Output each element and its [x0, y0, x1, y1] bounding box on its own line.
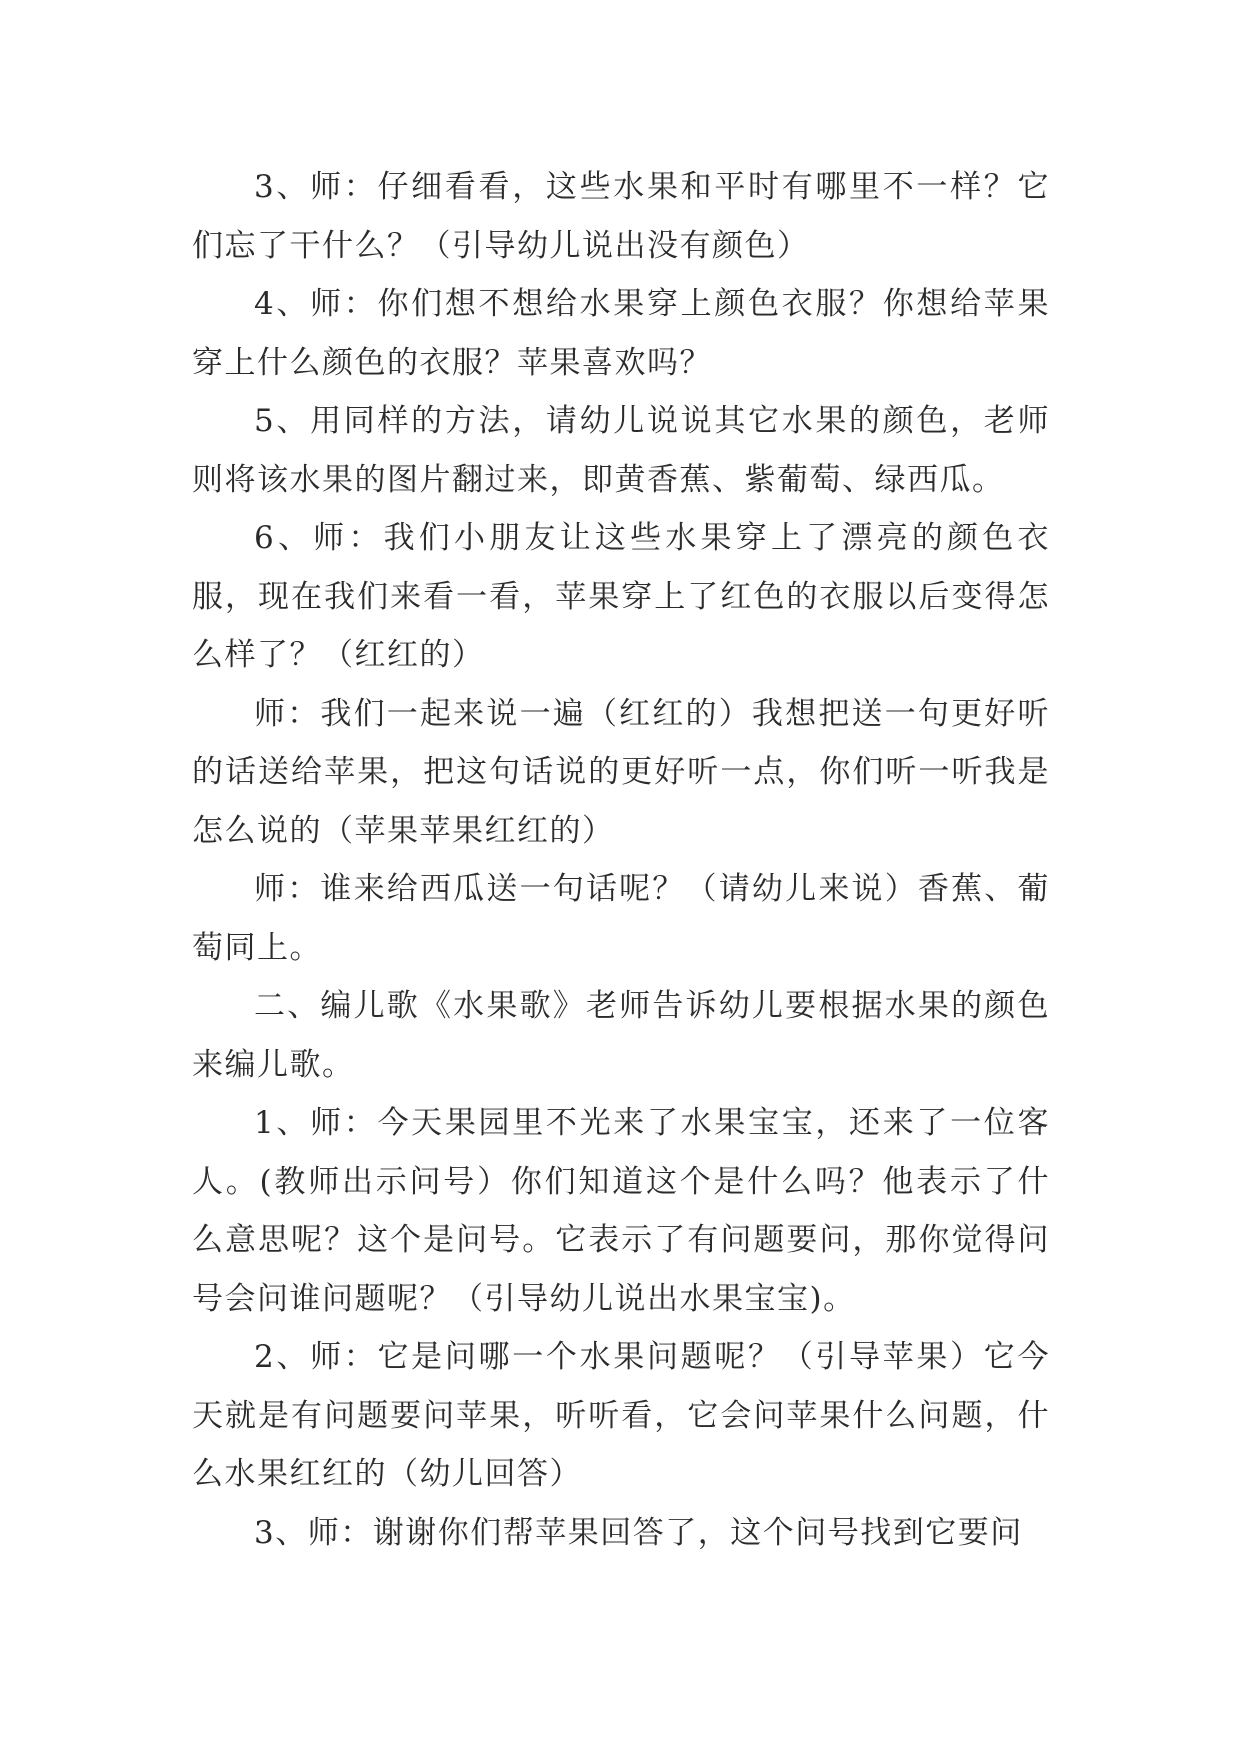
document-body — [192, 158, 1050, 1562]
paragraph-1: 3、师：仔细看看，这些水果和平时有哪里不一样？它们忘了干什么？（引导幼儿说出没有颜色） — [192, 169, 1050, 264]
paragraph-10: 3、师：谢谢你们帮苹果回答了，这个问号找到它要问 — [254, 1514, 1023, 1551]
paragraph-2: 4、师：你们想不想给水果穿上颜色衣服？你想给苹果穿上什么颜色的衣服？苹果喜欢吗？ — [192, 286, 1050, 381]
paragraph-4: 6、师：我们小朋友让这些水果穿上了漂亮的颜色衣服，现在我们来看一看，苹果穿上了红色的衣服以后变得怎么样了？（红红的） — [192, 520, 1050, 673]
paragraph-8: 1、师：今天果园里不光来了水果宝宝，还来了一位客人。(教师出示问号）你们知道这个是什么吗？他表示了什么意思呢？这个是问号。它表示了有问题要问，那你觉得问号会问谁问题呢？（引导幼儿说出水果宝宝)。 — [192, 1105, 1050, 1317]
paragraph-5: 师：我们一起来说一遍（红红的）我想把送一句更好听的话送给苹果，把这句话说的更好听一点，你们听一听我是怎么说的（苹果苹果红红的） — [192, 695, 1050, 849]
paragraph-7: 二、编儿歌《水果歌》老师告诉幼儿要根据水果的颜色来编儿歌。 — [192, 988, 1050, 1083]
paragraph-3: 5、用同样的方法，请幼儿说说其它水果的颜色，老师则将该水果的图片翻过来，即黄香蕉、紫葡萄、绿西瓜。 — [192, 403, 1050, 498]
paragraph-9: 2、师：它是问哪一个水果问题呢？（引导苹果）它今天就是有问题要问苹果，听听看，它会问苹果什么问题，什么水果红红的（幼儿回答） — [192, 1339, 1050, 1492]
paragraph-6: 师：谁来给西瓜送一句话呢？（请幼儿来说）香蕉、葡萄同上。 — [192, 871, 1050, 966]
